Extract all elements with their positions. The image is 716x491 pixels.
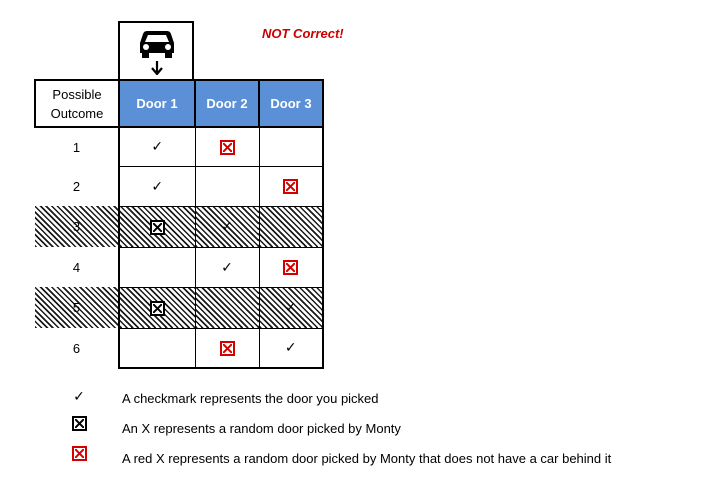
outcome-number: 4 — [72, 259, 81, 275]
table-row — [35, 287, 323, 328]
checkmark-icon: ✓ — [151, 138, 164, 155]
door-3-cell — [259, 127, 323, 166]
legend-x-text: An X represents a random door picked by Monty — [122, 421, 401, 436]
outcome-number: 1 — [72, 139, 81, 155]
door-2-cell — [195, 166, 259, 206]
checkmark-icon: ✓ — [284, 339, 297, 356]
door-1-cell — [119, 328, 195, 368]
door-3-cell — [259, 206, 323, 247]
possible-outcome-header: Possible Outcome — [35, 80, 119, 127]
outcome-number: 3 — [35, 206, 119, 247]
door-1-cell — [119, 287, 195, 328]
car-icon — [139, 29, 175, 59]
red-x-box-icon — [283, 179, 298, 194]
outcome-number: 2 — [72, 178, 81, 194]
red-x-box-icon — [220, 341, 235, 356]
table-row — [35, 127, 323, 166]
door-3-header: Door 3 — [259, 80, 323, 127]
door-1-cell — [119, 247, 195, 287]
table-row — [35, 328, 323, 368]
outcome-number: 5 — [35, 287, 119, 328]
checkmark-icon: ✓ — [221, 258, 233, 275]
legend-check-text: A checkmark represents the door you picked — [122, 391, 379, 406]
red-x-box-icon — [283, 260, 298, 275]
door-3-cell — [259, 328, 323, 368]
checkmark-icon: ✓ — [284, 299, 297, 315]
car-door-box — [118, 21, 194, 79]
legend-x-icon — [64, 415, 94, 433]
arrow-down-icon — [151, 61, 163, 75]
legend-red-x-icon — [64, 445, 94, 463]
door-2-cell — [195, 127, 259, 166]
red-x-box-icon — [220, 140, 235, 155]
door-2-cell — [195, 328, 259, 368]
outcome-table — [34, 79, 324, 369]
door-2-cell — [195, 287, 259, 328]
not-correct-note: NOT Correct! — [262, 26, 344, 41]
legend-check-icon: ✓ — [73, 388, 85, 404]
door-2-cell — [195, 247, 259, 287]
door-3-cell — [259, 247, 323, 287]
x-box-icon — [150, 220, 165, 235]
table-row — [35, 166, 323, 206]
door-1-header: Door 1 — [119, 80, 195, 127]
checkmark-icon: ✓ — [221, 218, 233, 234]
door-3-cell — [259, 166, 323, 206]
x-box-icon — [150, 301, 165, 316]
legend-red-x-text: A red X represents a random door picked by Monty that does not have a car behind it — [122, 451, 612, 466]
door-2-cell — [195, 206, 259, 247]
door-1-cell — [119, 166, 195, 206]
table-row — [35, 247, 323, 287]
door-1-cell — [119, 206, 195, 247]
checkmark-icon: ✓ — [151, 177, 164, 194]
outcome-number: 6 — [72, 340, 81, 356]
table-row — [35, 206, 323, 247]
door-1-cell — [119, 127, 195, 166]
door-2-header: Door 2 — [195, 80, 259, 127]
door-3-cell — [259, 287, 323, 328]
